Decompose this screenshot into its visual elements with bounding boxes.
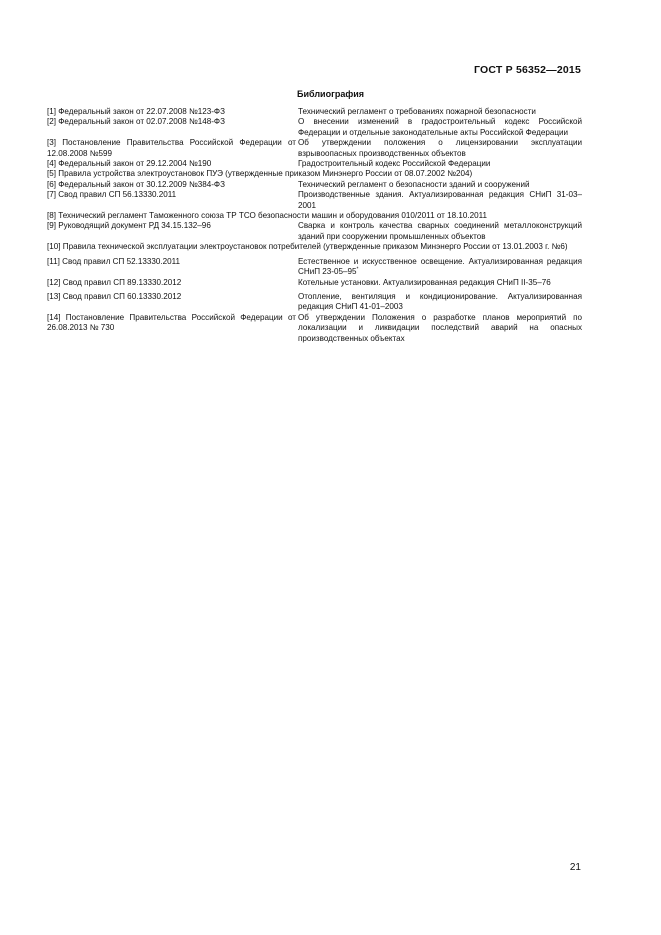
bibliography-entry [47,169,582,179]
bibliography-entry [47,180,582,190]
entry-reference: [13] Свод правил СП 60.13330.2012 [47,291,182,301]
entry-description [298,257,582,278]
page-number: 21 [569,862,581,873]
entry-reference: [5] Правила устройства электроустановок ПУЭ (утвержденные приказом Минэнерго России от 08.07.2002 №204) [47,169,473,179]
bibliography-entry [47,278,582,288]
bibliography-list [47,107,582,344]
entry-description: Производственные здания. Актуализированная редакция СНиП 31-03–2001 [298,190,582,210]
bibliography-entry [47,313,582,344]
entry-description: Об утверждении положения о лицензировании эксплуатации взрывоопасных производственных объектов [298,138,582,158]
entry-reference: [11] Свод правил СП 52.13330.2011 [47,256,180,266]
entry-reference: [6] Федеральный закон от 30.12.2009 №384-ФЗ [47,179,225,189]
bibliography-entry [47,107,582,117]
entry-reference: [10] Правила технической эксплуатации электроустановок потребителей (утвержденные приказом Минэнерго России от 13.01.2003 г. №6) [47,242,568,252]
bibliography-entry [47,221,582,242]
bibliography-entry [47,242,582,252]
entry-reference: [4] Федеральный закон от 29.12.2004 №190 [47,159,212,169]
entry-description: Об утверждении Положения о разработке планов мероприятий по локализации и ликвидации последствий аварий на опасных производственных объектах [298,312,582,343]
bibliography-entry [47,211,582,221]
bibliography-entry [47,138,582,159]
entry-description-text: Естественное и искусственное освещение. Актуализированная редакция СНиП 23-05–95 [298,256,582,277]
entry-description: Сварка и контроль качества сварных соединений металлоконструкций зданий при сооружении промышленных объектов [298,221,582,241]
entry-reference: [14] Постановление Правительства Российской Федерации от 26.08.2013 № 730 [47,312,296,333]
entry-description: О внесении изменений в градостроительный кодекс Российской Федерации и отдельные законодательные акты Российской Федерации [298,117,582,137]
entry-description: Градостроительный кодекс Российской Федерации [298,159,491,169]
bibliography-entry [47,117,582,138]
entry-description: Технический регламент о требованиях пожарной безопасности [298,107,536,116]
bibliography-entry [47,190,582,211]
entry-description: Отопление, вентиляция и кондиционирование. Актуализированная редакция СНиП 41-01–2003 [298,291,582,312]
entry-description: Котельные установки. Актуализированная редакция СНиП II-35–76 [298,277,551,287]
bibliography-entry [47,257,582,278]
entry-reference: [3] Постановление Правительства Российской Федерации от 12.08.2008 №599 [47,138,296,158]
entry-reference: [9] Руководящий документ РД 34.15.132–96 [47,221,211,231]
entry-reference: [8] Технический регламент Таможенного союза ТР ТСО безопасности машин и оборудования 010/2011 от 18.10.2011 [47,211,487,221]
standard-code: ГОСТ Р 56352—2015 [473,64,581,76]
bibliography-title: Библиография [297,89,364,99]
entry-reference: [2] Федеральный закон от 02.07.2008 №148-ФЗ [47,117,225,127]
footnote-mark: * [356,266,359,273]
entry-reference: [1] Федеральный закон от 22.07.2008 №123-ФЗ [47,107,225,116]
entry-description: Технический регламент о безопасности зданий и сооружений [298,179,530,189]
entry-reference: [12] Свод правил СП 89.13330.2012 [47,277,182,287]
bibliography-entry [47,159,582,169]
entry-reference: [7] Свод правил СП 56.13330.2011 [47,190,177,200]
bibliography-entry [47,292,582,313]
